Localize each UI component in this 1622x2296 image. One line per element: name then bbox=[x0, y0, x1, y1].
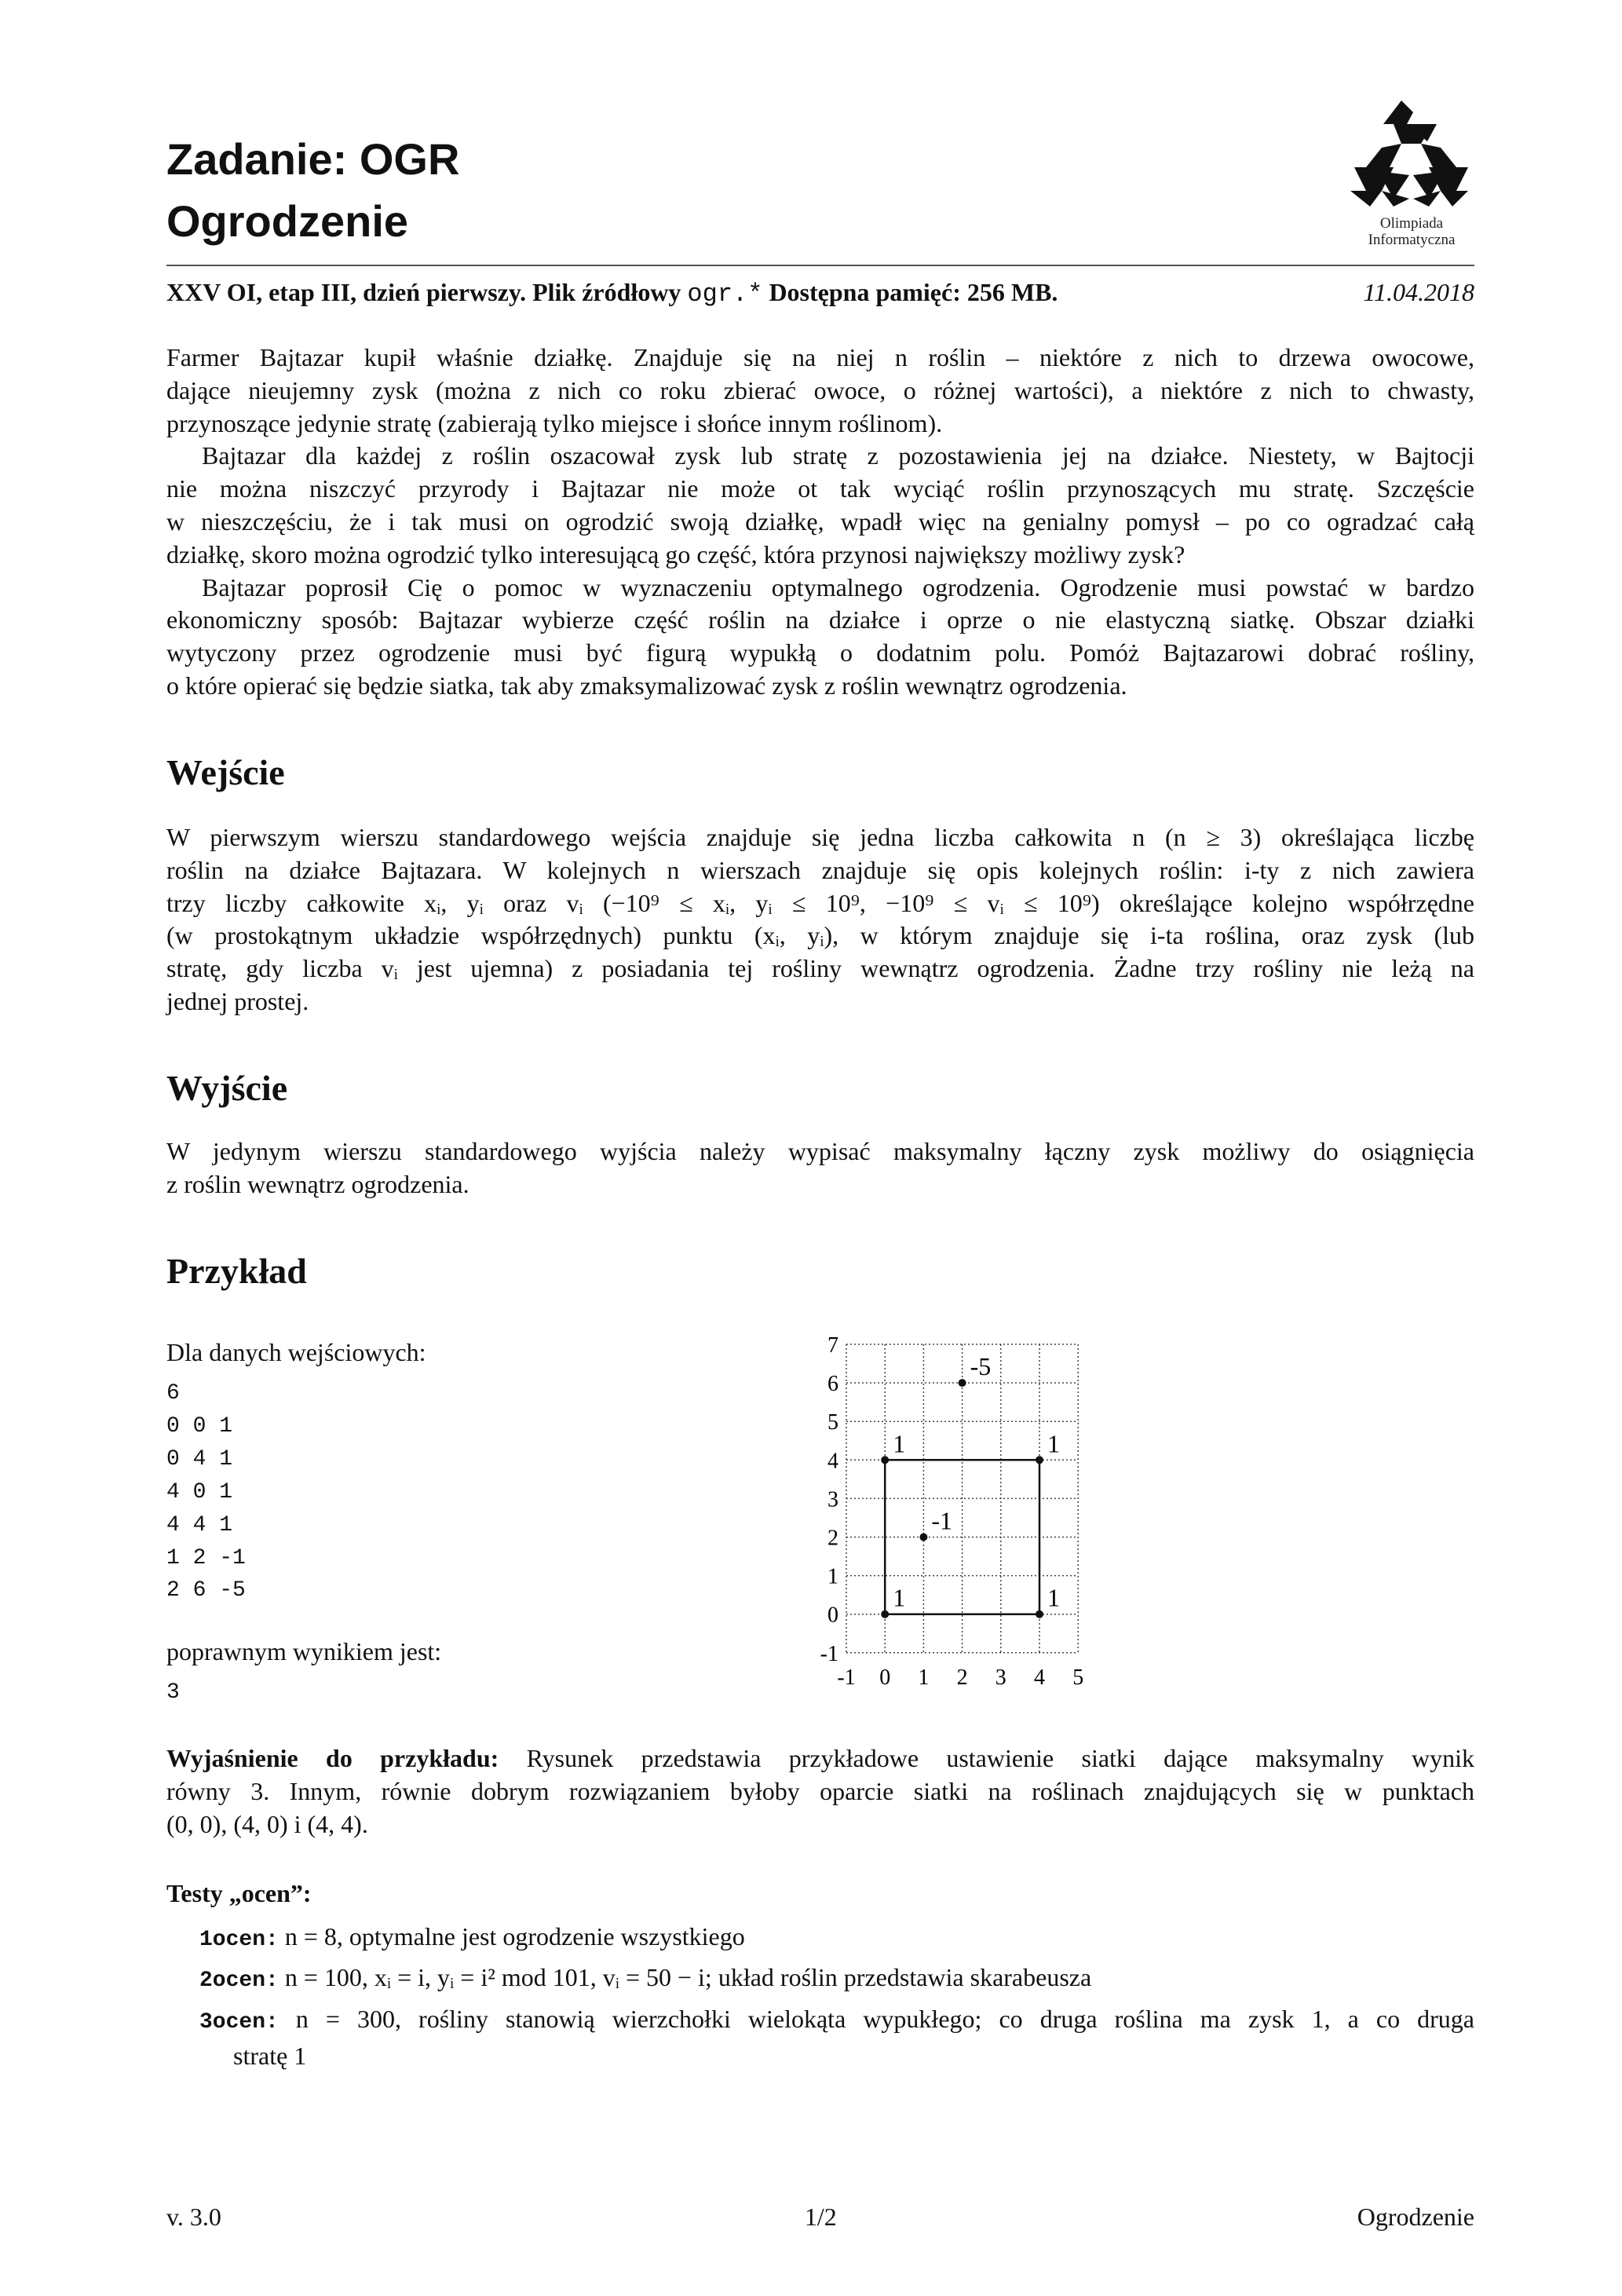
text-line: w nieszczęściu, że i tak musi on ogrodzić swoją działkę, wpadł więc na genialny pomysł – po co ogradzać całą bbox=[166, 506, 1474, 536]
text-line: wytyczony przez ogrodzenie musi być figurą wypukłą o dodatnim polu. Pomóż Bajtazarowi dobrać rośliny, bbox=[166, 638, 1474, 667]
plant-point bbox=[1036, 1610, 1043, 1618]
output-paragraph bbox=[166, 1135, 1474, 1201]
test-desc: n = 300, rośliny stanowią wierzchołki wielokąta wypukłego; co druga roślina ma zysk 1, a co druga bbox=[278, 2005, 1474, 2033]
test-name: 2ocen: bbox=[199, 1969, 279, 1993]
y-tick-label: -1 bbox=[820, 1641, 838, 1666]
test-item bbox=[199, 2002, 1474, 2072]
meta-prefix: XXV OI, etap III, dzień pierwszy. Plik źródłowy bbox=[166, 278, 688, 306]
intro-paragraph bbox=[166, 342, 1474, 703]
x-tick-label: 3 bbox=[995, 1665, 1006, 1690]
test-item bbox=[199, 1961, 1474, 2002]
code-line: 4 0 1 bbox=[166, 1479, 233, 1504]
plant-value-label: -1 bbox=[931, 1506, 953, 1535]
plant-value-label: 1 bbox=[893, 1583, 906, 1612]
source-file: ogr.* bbox=[687, 280, 763, 309]
contest-meta bbox=[166, 275, 1474, 312]
tests-heading: Testy „ocen”: bbox=[166, 1879, 312, 1907]
plant-value-label: 1 bbox=[1047, 1429, 1060, 1458]
code-line: 0 0 1 bbox=[166, 1413, 233, 1439]
text-line: trzy liczby całkowite xᵢ, yᵢ oraz vᵢ (−10⁹ ≤ xᵢ, yᵢ ≤ 10⁹, −10⁹ ≤ vᵢ ≤ 10⁹) określające kolejno współrzędne bbox=[166, 888, 1474, 917]
plant-value-label: 1 bbox=[1047, 1583, 1060, 1612]
text-line: o które opierać się będzie siatka, tak aby zmaksymalizować zysk z roślin wewnątrz ogrodzenia. bbox=[166, 671, 1127, 700]
test-item bbox=[199, 1920, 1474, 1961]
task-name: Ogrodzenie bbox=[166, 196, 409, 246]
code-line: 2 6 -5 bbox=[166, 1578, 246, 1603]
y-tick-label: 3 bbox=[827, 1487, 838, 1512]
plant-point bbox=[959, 1379, 966, 1387]
explanation-text: Rysunek przedstawia przykładowe ustawienie siatki dające maksymalny wynik bbox=[499, 1744, 1475, 1772]
example-output-label: poprawnym wynikiem jest: bbox=[166, 1637, 442, 1665]
text-line: stratę, gdy liczba vᵢ jest ujemna) z posiadania tej rośliny wewnątrz ogrodzenia. Żadne trzy rośliny nie leżą na bbox=[166, 954, 1474, 983]
page-number: 1/2 bbox=[804, 2203, 837, 2231]
footer-task-name: Ogrodzenie bbox=[1357, 2203, 1474, 2231]
text-line: W jedynym wierszu standardowego wyjścia należy wypisać maksymalny łączny zysk możliwy do osiągnięcia bbox=[166, 1137, 1474, 1165]
y-tick-label: 1 bbox=[827, 1564, 838, 1589]
text-line: z roślin wewnątrz ogrodzenia. bbox=[166, 1169, 469, 1198]
logo-triangle-icon bbox=[1335, 93, 1489, 250]
plant-point bbox=[919, 1534, 927, 1541]
text-line: dające nieujemny zysk (można z nich co roku zbierać owoce, o różnej wartości), a niektóre z nich to chwasty, bbox=[166, 375, 1474, 404]
text-line: (0, 0), (4, 0) i (4, 4). bbox=[166, 1809, 368, 1838]
x-tick-label: 2 bbox=[956, 1665, 968, 1690]
code-line: 6 bbox=[166, 1381, 180, 1406]
logo-text-2: Informatyczna bbox=[1368, 232, 1456, 248]
code-line: 4 4 1 bbox=[166, 1512, 233, 1537]
explanation-label: Wyjaśnienie do przykładu: bbox=[166, 1744, 499, 1772]
x-tick-label: 1 bbox=[918, 1665, 930, 1690]
test-name: 3ocen: bbox=[199, 2010, 279, 2035]
x-tick-label: 5 bbox=[1072, 1665, 1084, 1690]
plant-point bbox=[881, 1456, 889, 1464]
y-tick-label: 7 bbox=[827, 1333, 838, 1358]
plant-point bbox=[881, 1610, 889, 1618]
y-tick-label: 5 bbox=[827, 1410, 838, 1435]
output-heading: Wyjście bbox=[166, 1068, 288, 1108]
example-input bbox=[166, 1377, 246, 1607]
text-line bbox=[166, 1742, 1474, 1775]
code-line: 1 2 -1 bbox=[166, 1545, 246, 1570]
version: v. 3.0 bbox=[166, 2203, 221, 2231]
plant-point bbox=[1036, 1456, 1043, 1464]
meta-info bbox=[166, 275, 1058, 312]
example-heading: Przykład bbox=[166, 1251, 307, 1291]
x-tick-label: 4 bbox=[1034, 1665, 1045, 1690]
plant-value-label: 1 bbox=[893, 1429, 906, 1458]
text-line: W pierwszym wierszu standardowego wejścia znajduje się jedna liczba całkowita n (n ≥ 3) określająca liczbę bbox=[166, 823, 1474, 851]
test-name: 1ocen: bbox=[199, 1928, 279, 1952]
input-paragraph bbox=[166, 821, 1474, 1018]
test-line bbox=[199, 2002, 1474, 2039]
text-line: nie można niszczyć przyrody i Bajtazar nie może ot tak wyciąć roślin przynoszących mu stratę. Szczęście bbox=[166, 474, 1474, 503]
test-desc: n = 100, xᵢ = i, yᵢ = i² mod 101, vᵢ = 50 − i; układ roślin przedstawia skarabeusza bbox=[278, 1963, 1092, 1991]
text-line: przynoszące jedynie stratę (zabierają tylko miejsce i słońce innym roślinom). bbox=[166, 408, 943, 437]
task-title: Zadanie: OGR bbox=[166, 134, 460, 184]
example-figure bbox=[801, 1319, 1131, 1696]
page-footer bbox=[166, 2200, 1474, 2233]
test-desc: n = 8, optymalne jest ogrodzenie wszystkiego bbox=[278, 1922, 745, 1951]
meta-suffix: Dostępna pamięć: 256 MB. bbox=[762, 278, 1058, 306]
test-desc-cont: stratę 1 bbox=[233, 2042, 307, 2070]
text-line: jednej prostej. bbox=[166, 986, 309, 1015]
plant-value-label: -5 bbox=[970, 1352, 992, 1381]
header-rule bbox=[166, 265, 1474, 266]
y-tick-label: 0 bbox=[827, 1603, 838, 1628]
text-line: (w prostokątnym układzie współrzędnych) punktu (xᵢ, yᵢ), w którym znajduje się i-ta roślina, oraz zysk (lub bbox=[166, 921, 1474, 950]
text-line: równy 3. Innym, równie dobrym rozwiązaniem byłoby oparcie siatki na roślinach znajdujących się w punktach bbox=[166, 1776, 1474, 1805]
contest-date: 11.04.2018 bbox=[1363, 278, 1474, 306]
text-line: działkę, skoro można ogrodzić tylko interesującą go część, która przynosi największy możliwy zysk? bbox=[166, 539, 1185, 569]
text-line: Bajtazar poprosił Cię o pomoc w wyznaczeniu optymalnego ogrodzenia. Ogrodzenie musi powstać w bardzo bbox=[202, 572, 1474, 601]
example-input-label: Dla danych wejściowych: bbox=[166, 1338, 426, 1366]
input-heading: Wejście bbox=[166, 752, 285, 792]
text-line: roślin na działce Bajtazara. W kolejnych n wierszach znajduje się opis kolejnych roślin: i-ty z nich zawiera bbox=[166, 855, 1474, 884]
y-tick-label: 6 bbox=[827, 1372, 838, 1397]
olimpiada-logo bbox=[1335, 93, 1489, 250]
x-tick-label: -1 bbox=[837, 1665, 856, 1690]
text-line: Farmer Bajtazar kupił właśnie działkę. Znajduje się na niej n roślin – niektóre z nich to drzewa owocowe, bbox=[166, 343, 1474, 371]
tests-list bbox=[199, 1920, 1474, 2072]
code-line: 0 4 1 bbox=[166, 1446, 233, 1472]
example-output: 3 bbox=[166, 1680, 180, 1705]
explanation-paragraph bbox=[166, 1742, 1474, 1841]
text-line: Bajtazar dla każdej z roślin oszacował zysk lub stratę z pozostawienia jej na działce. Niestety, w Bajtocji bbox=[202, 441, 1474, 470]
text-line: ekonomiczny sposób: Bajtazar wybierze część roślin na działce i oprze o nie elastyczną siatkę. Obszar działki bbox=[166, 605, 1474, 634]
y-tick-label: 4 bbox=[827, 1449, 838, 1474]
logo-text-1: Olimpiada bbox=[1379, 215, 1444, 232]
y-tick-label: 2 bbox=[827, 1526, 838, 1551]
x-tick-label: 0 bbox=[879, 1665, 891, 1690]
